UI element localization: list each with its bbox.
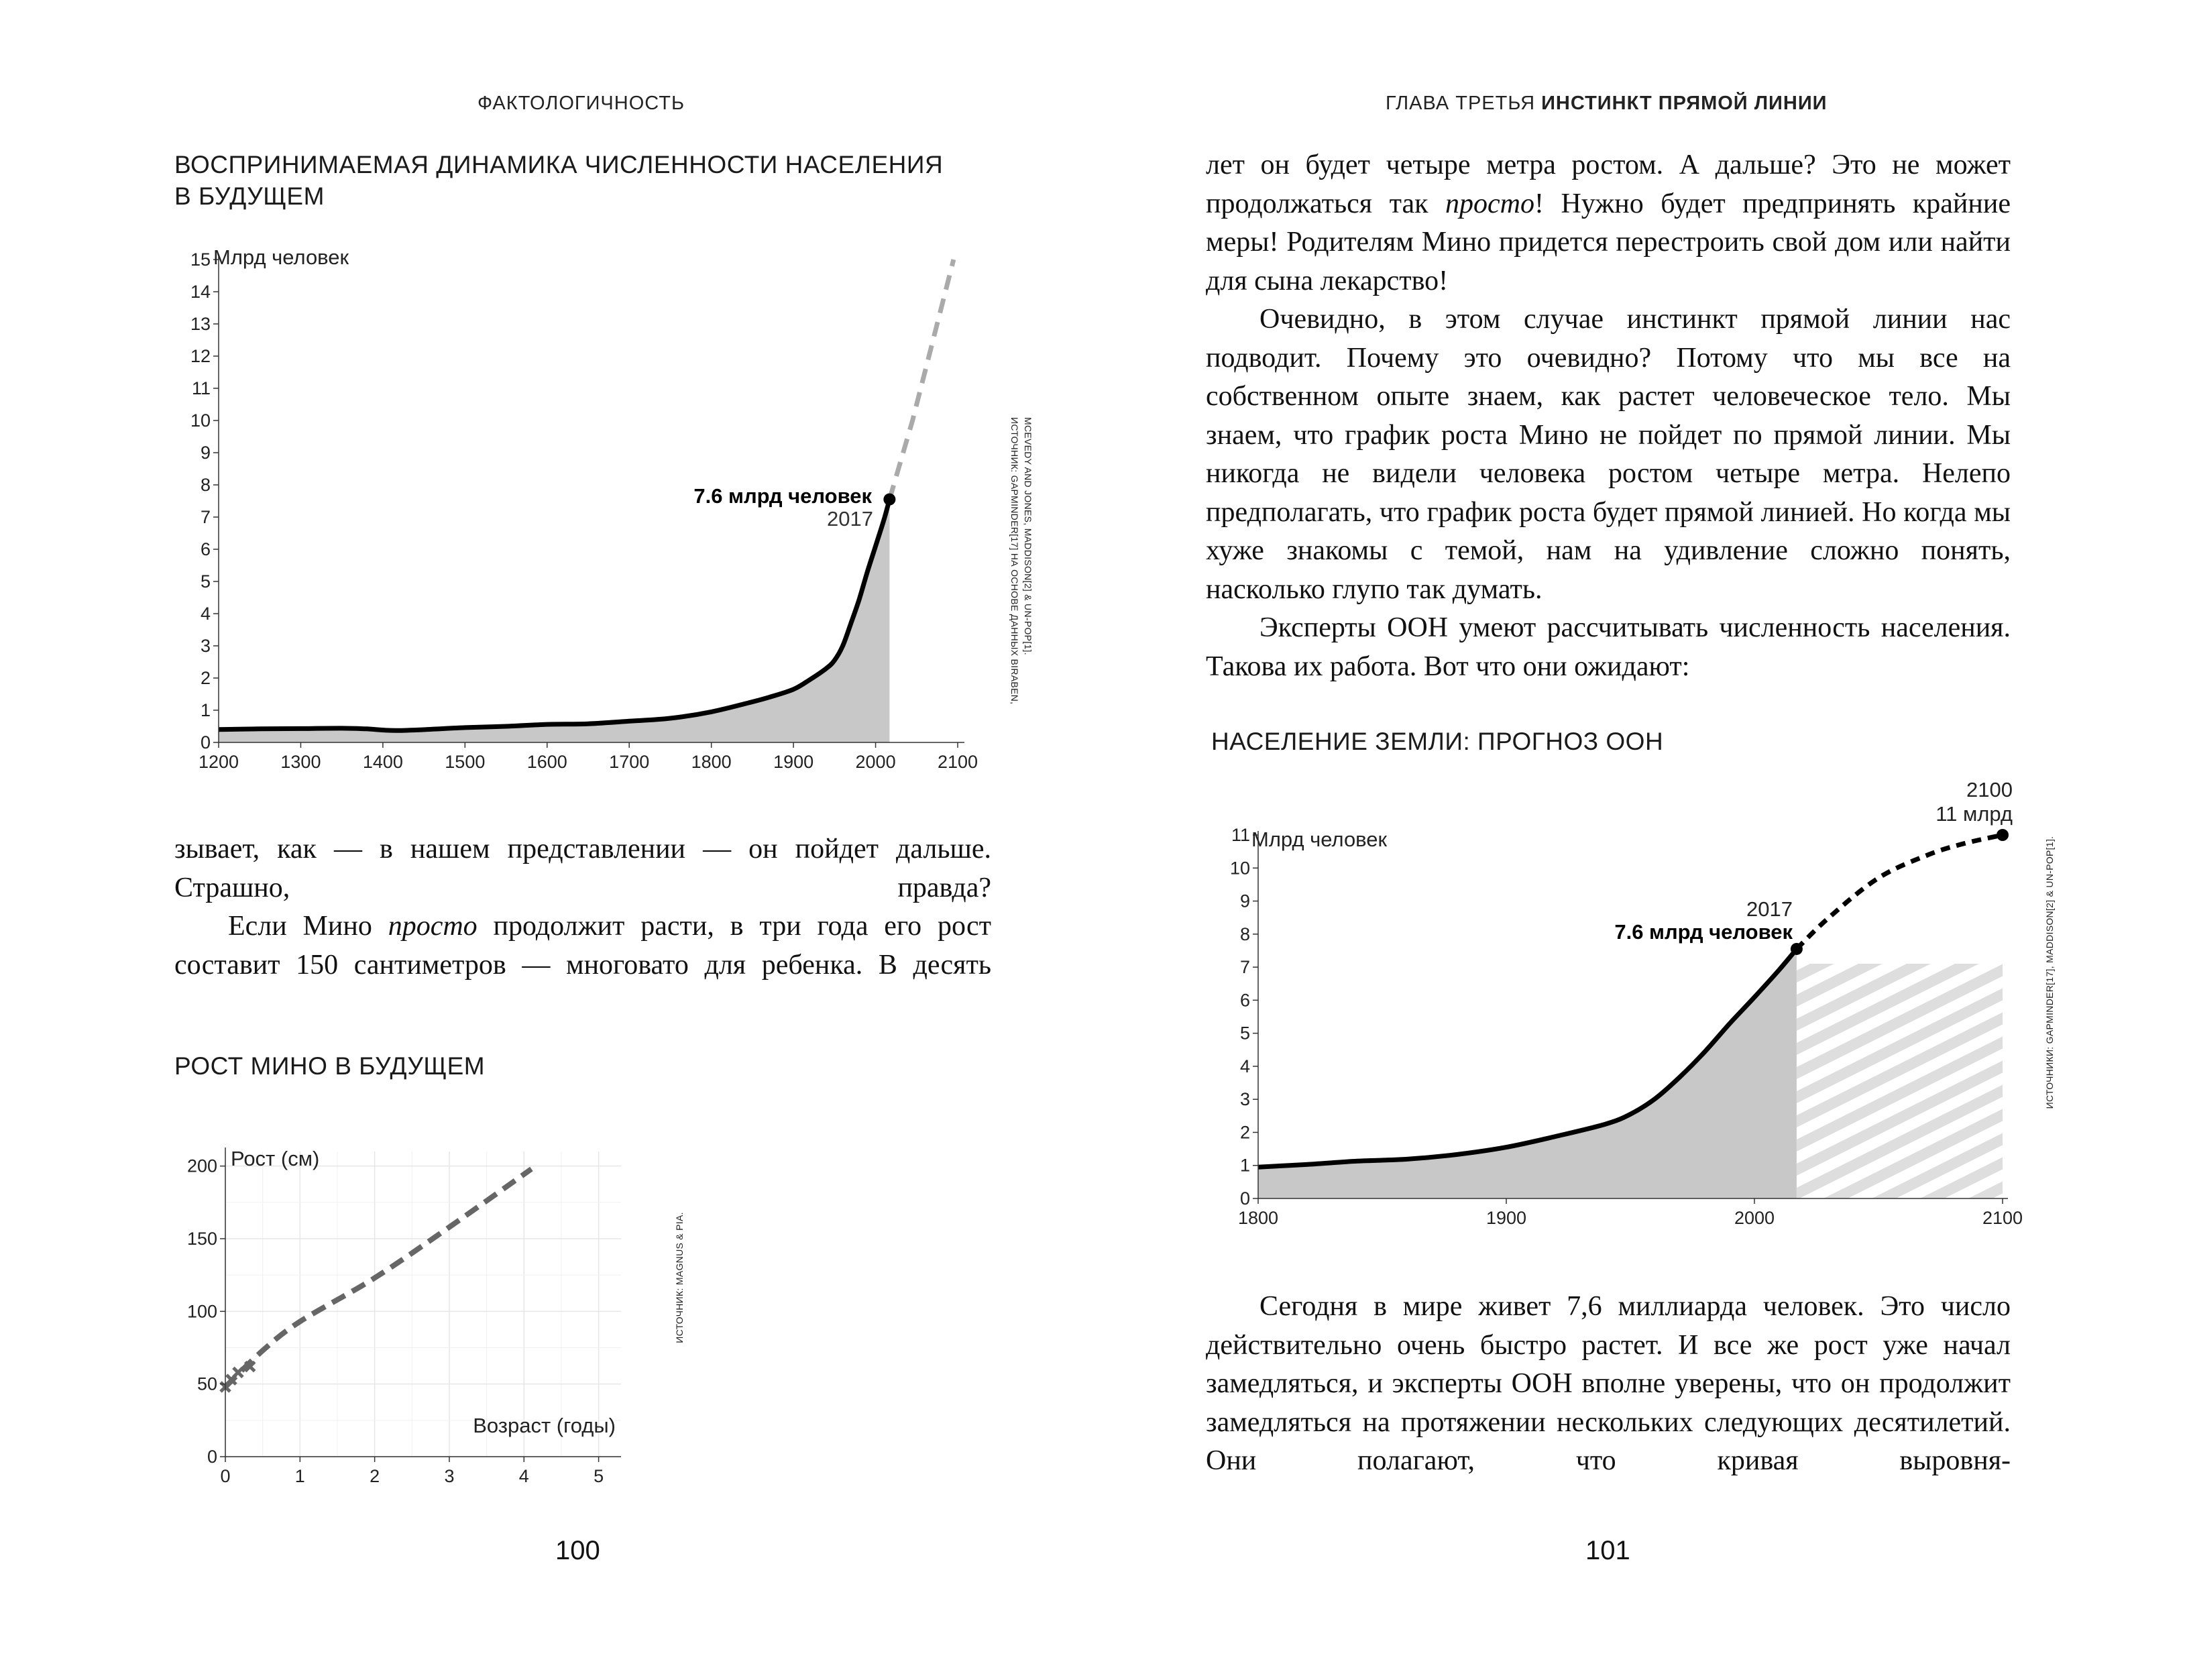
y-tick-label: 2 (1239, 1122, 1250, 1143)
x-tick-label: 2000 (1734, 1208, 1775, 1228)
chart1-2017-point (883, 494, 895, 506)
chart2-series-dashed (225, 1169, 531, 1387)
chart3-ylabel: Млрд человек (1251, 828, 1388, 851)
chart3-stripe (2113, 964, 2187, 1198)
chart3-un-forecast (1093, 765, 2187, 1254)
y-tick-label: 1 (1239, 1155, 1250, 1176)
x-tick-label: 1 (294, 1466, 305, 1486)
y-tick-label: 1 (200, 700, 211, 720)
y-tick-label: 11 (1231, 825, 1250, 845)
x-tick-label: 1500 (445, 752, 486, 772)
y-tick-label: 0 (1239, 1188, 1250, 1209)
x-tick-label: 1600 (526, 752, 567, 772)
y-tick-label: 5 (1239, 1023, 1250, 1044)
right-page (1093, 0, 2187, 1680)
x-tick-label: 2100 (937, 752, 978, 772)
left-paragraph-2: Если Мино просто продолжит расти, в три года его рост составит 150 сантиметров — многовато для ребенка. В десять (174, 911, 991, 981)
chart3-annotation-2017-value: 7.6 млрд человек (1614, 920, 1793, 944)
chart2-title: РОСТ МИНО В БУДУЩЕМ (174, 1052, 486, 1080)
chart1-area (219, 500, 889, 742)
running-head-left: ФАКТОЛОГИЧНОСТЬ (478, 93, 685, 114)
chart2-source: ИСТОЧНИК: MAGNUS & PIA. (674, 1212, 685, 1343)
right-paragraph-2: Очевидно, в этом случае инстинкт прямой линии нас подводит. Почему это очевидно? Потому что мы все на собственном опыте знаем, как растет человеческое тело. Мы знаем, что график роста Мино не пойдет по прямой линии. Мы никогда не видели человека ростом четыре метра. Нелепо предполагать, что график роста будет прямой линией. Но когда мы хуже знакомы с темой, нам на удивление сложно понять, насколько глупо так думать. (1206, 304, 2011, 605)
y-tick-label: 12 (190, 346, 211, 366)
chart3-series-dashed-forecast (1797, 835, 2003, 949)
running-head-right: ГЛАВА ТРЕТЬЯ ИНСТИНКТ ПРЯМОЙ ЛИНИИ (1386, 93, 1828, 114)
chart3-2017-point (1791, 943, 1803, 955)
x-tick-label: 1900 (1485, 1208, 1527, 1228)
y-tick-label: 8 (1239, 923, 1250, 944)
y-tick-label: 9 (1239, 891, 1250, 911)
y-tick-label: 6 (1239, 990, 1250, 1011)
x-tick-label: 1200 (198, 752, 239, 772)
chart1-series-dashed-projection (889, 260, 954, 500)
page-number-right: 101 (1585, 1536, 1630, 1565)
chart1-title-line2: В БУДУЩЕМ (174, 182, 325, 210)
left-page (0, 0, 1093, 1680)
y-tick-label: 7 (1239, 957, 1250, 978)
y-tick-label: 8 (200, 475, 211, 495)
y-tick-label: 6 (200, 539, 211, 559)
x-tick-label: 4 (518, 1466, 529, 1486)
right-paragraph-3: Эксперты ООН умеют рассчитывать численность населения. Такова их работа. Вот что они ожидают: (1206, 612, 2011, 682)
chart3-annotation-2017-year: 2017 (1746, 897, 1793, 921)
x-tick-label: 1400 (362, 752, 403, 772)
chart3-stripe (2162, 964, 2187, 1198)
y-tick-label: 10 (190, 410, 211, 431)
chart3-source: ИСТОЧНИКИ: GAPMINDER[17], MADDISON[2] & UN-POP[1]. (2044, 836, 2055, 1109)
chart1-source-line1: ИСТОЧНИК: GAPMINDER[17] НА ОСНОВЕ ДАННЫХ BIRABEN, (1009, 417, 1020, 705)
y-tick-label: 9 (200, 443, 211, 463)
y-tick-label: 50 (197, 1374, 217, 1394)
chart1-source-line2: MCEVEDY AND JONES, MADDISON[2] & UN-POP[1]. (1023, 417, 1033, 655)
y-tick-label: 0 (200, 732, 211, 752)
chart3-2100-point (1997, 829, 2009, 841)
chart1-title-line1: ВОСПРИНИМАЕМАЯ ДИНАМИКА ЧИСЛЕННОСТИ НАСЕЛЕНИЯ (174, 151, 944, 178)
chart2-xlabel: Возраст (годы) (473, 1414, 616, 1437)
emphasis-prosto-2: просто (1445, 188, 1534, 219)
chapter-title: ИНСТИНКТ ПРЯМОЙ ЛИНИИ (1541, 93, 1828, 114)
y-tick-label: 150 (186, 1229, 217, 1249)
x-tick-label: 2000 (855, 752, 896, 772)
x-tick-label: 2 (370, 1466, 380, 1486)
x-tick-label: 1900 (773, 752, 814, 772)
y-tick-label: 14 (190, 282, 211, 302)
y-tick-label: 200 (186, 1156, 217, 1176)
chart1-ylabel: Млрд человек (213, 245, 349, 269)
x-tick-label: 3 (444, 1466, 455, 1486)
chart1-population-perceived (0, 0, 1093, 805)
chart3-title: НАСЕЛЕНИЕ ЗЕМЛИ: ПРОГНОЗ ООН (1211, 728, 1664, 755)
chart2-grid (225, 1152, 621, 1457)
y-tick-label: 5 (200, 571, 211, 592)
y-tick-label: 2 (200, 668, 211, 688)
x-tick-label: 2100 (1982, 1208, 2023, 1228)
chart2-cross-marker (233, 1367, 243, 1377)
chart3-annotation-2100-year: 2100 (1966, 778, 2013, 801)
right-paragraph-4: Сегодня в мире живет 7,6 миллиарда человек. Это число действительно очень быстро растет. И все же рост уже начал замедляться, и эксперты ООН вполне уверены, что он продолжит замедляться на протяжении нескольких следующих десятилетий. Они полагают, что кривая выровня- (1206, 1291, 2011, 1476)
y-tick-label: 4 (1239, 1056, 1250, 1076)
y-tick-label: 11 (191, 378, 211, 398)
x-tick-label: 0 (220, 1466, 231, 1486)
left-body-text (174, 830, 991, 985)
chart1-annotation-year: 2017 (827, 507, 873, 530)
emphasis-prosto: просто (388, 911, 478, 942)
x-tick-label: 1700 (609, 752, 650, 772)
chart3-annotation-2100-value: 11 млрд (1936, 802, 2013, 826)
y-tick-label: 0 (207, 1447, 217, 1467)
chart3-stripe (2065, 964, 2187, 1198)
chart2-ylabel: Рост (см) (231, 1147, 320, 1170)
chart3-stripe (2017, 964, 2187, 1198)
x-tick-label: 1800 (691, 752, 732, 772)
y-tick-label: 4 (200, 604, 211, 624)
right-body-text-bottom (1206, 1288, 2011, 1481)
y-tick-label: 7 (200, 507, 211, 527)
y-tick-label: 13 (190, 314, 211, 334)
y-tick-label: 10 (1229, 858, 1250, 879)
x-tick-label: 1800 (1237, 1208, 1279, 1228)
left-paragraph-1: зывает, как — в нашем представлении — он пойдет дальше. Страшно, правда? (174, 834, 991, 903)
x-tick-label: 1300 (280, 752, 321, 772)
y-tick-label: 15 (190, 249, 211, 270)
y-tick-label: 100 (186, 1301, 217, 1322)
chart2-mino-growth (0, 1073, 1093, 1509)
chart1-area-fill (219, 500, 889, 742)
y-tick-label: 3 (200, 636, 211, 656)
chart1-annotation-value: 7.6 млрд человек (693, 484, 872, 508)
right-paragraph-1: лет он будет четыре метра ростом. А дальше? Это не может продолжаться так просто! Нужно будет предпринять крайние меры! Родителям Мино придется перестроить свой дом или найти для сына лекарство! (1206, 150, 2011, 296)
y-tick-label: 3 (1239, 1089, 1250, 1110)
right-body-text-top (1206, 146, 2011, 686)
x-tick-label: 5 (594, 1466, 604, 1486)
page-number-left: 100 (555, 1536, 600, 1565)
